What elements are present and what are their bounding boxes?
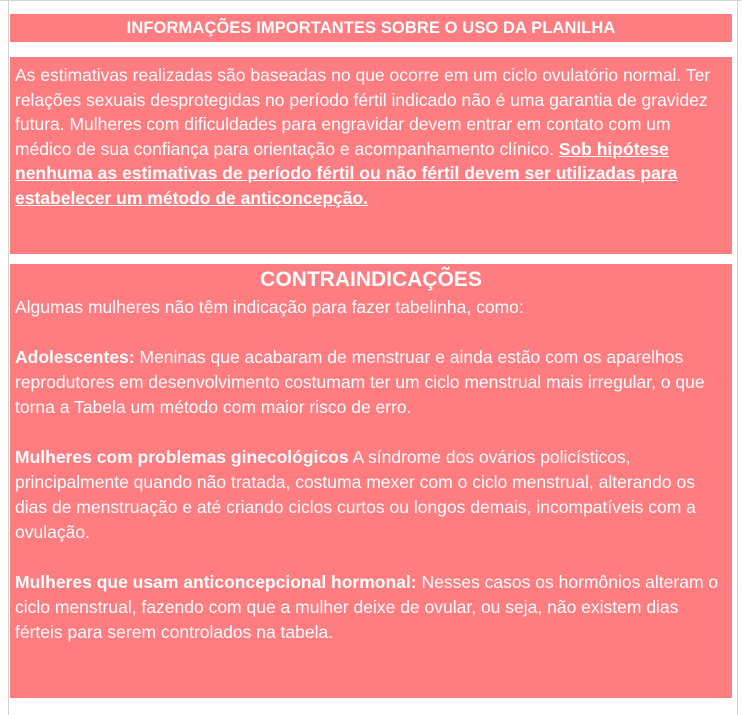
sheet-gridline-right bbox=[737, 0, 738, 715]
info-emphasis: Sob hipótese nenhuma as estimativas de período fértil ou não fértil devem ser utilizadas para estabelecer um método de anticoncepção. bbox=[15, 138, 678, 208]
header-title: INFORMAÇÕES IMPORTANTES SOBRE O USO DA PLANILHA bbox=[126, 19, 616, 37]
sheet-gridline-left bbox=[8, 0, 9, 715]
sheet-gridline-top bbox=[0, 0, 742, 1]
contraindication-item-anticoncepcional bbox=[15, 570, 727, 645]
item-text: A síndrome dos ovários policísticos, principalmente quando não tratada, costuma mexer com o ciclo menstrual, alterando os dias de menstruação e até criando ciclos curtos ou longos demais, incompatíveis com a ovulação. bbox=[15, 447, 696, 542]
item-label: Adolescentes: bbox=[15, 347, 135, 367]
item-text: Nesses casos os hormônios alteram o ciclo menstrual, fazendo com que a mulher deixe de ovular, ou seja, não existem dias férteis para serem controlados na tabela. bbox=[15, 572, 719, 642]
info-cell[interactable] bbox=[10, 57, 732, 254]
item-text: Meninas que acabaram de menstruar e ainda estão com os aparelhos reprodutores em desenvolvimento costumam ter um ciclo menstrual mais irregular, o que torna a Tabela um método com maior risco de erro. bbox=[15, 347, 705, 417]
header-cell[interactable] bbox=[10, 14, 732, 42]
contraindication-item-adolescentes bbox=[15, 345, 727, 420]
item-label: Mulheres que usam anticoncepcional hormonal: bbox=[15, 572, 417, 592]
contraindications-title: CONTRAINDICAÇÕES bbox=[260, 268, 482, 291]
contraindication-item-ginecologicos bbox=[15, 445, 727, 545]
info-text: As estimativas realizadas são baseadas no que ocorre em um ciclo ovulatório normal. Ter relações sexuais desprotegidas no período fértil indicado não é uma garantia de gravidez futura. Mulheres com dificuldades para engravidar devem entrar em contato com um médico de sua confiança para orientação e acompanhamento clínico. bbox=[15, 65, 711, 159]
item-label: Mulheres com problemas ginecológicos bbox=[15, 447, 349, 467]
contraindications-intro: Algumas mulheres não têm indicação para fazer tabelinha, como: bbox=[15, 297, 524, 317]
contraindications-cell[interactable] bbox=[10, 264, 732, 698]
